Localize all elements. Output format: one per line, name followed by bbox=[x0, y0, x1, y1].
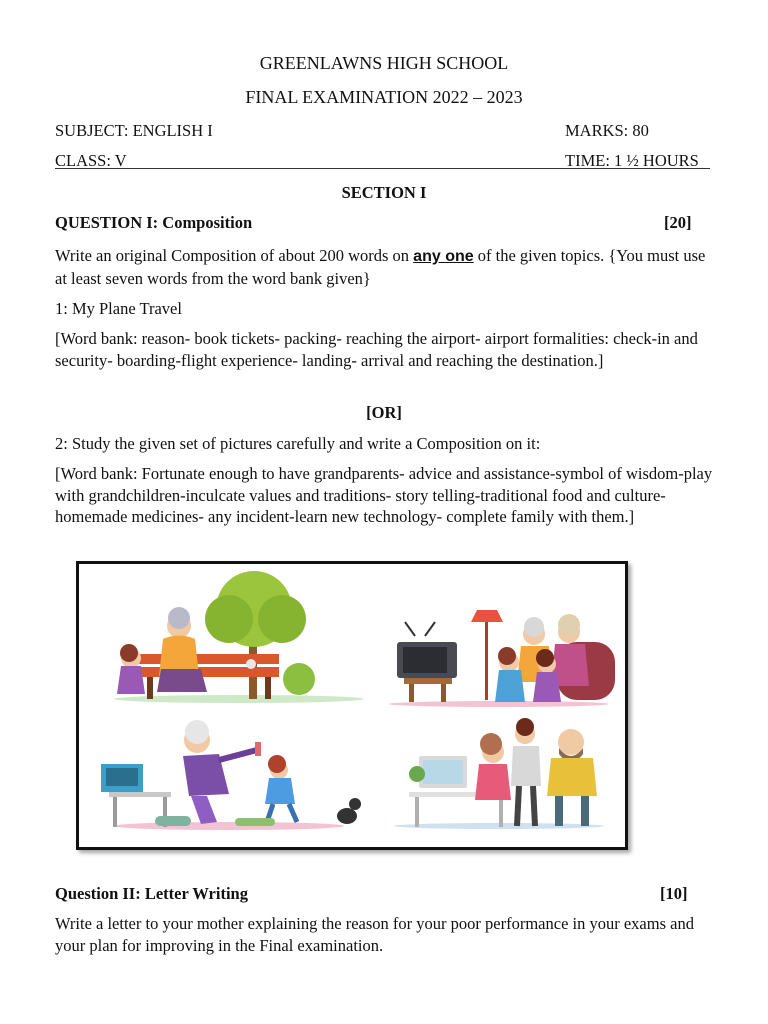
marks-label: MARKS: 80 bbox=[565, 121, 649, 140]
q1-intro-before: Write an original Composition of about 200 words on bbox=[55, 246, 414, 265]
or-separator: [OR] bbox=[366, 403, 402, 422]
time-label: TIME: 1 ½ HOURS bbox=[565, 151, 699, 170]
q2-title: Question II: Letter Writing bbox=[55, 884, 248, 903]
scene-computer bbox=[394, 718, 604, 829]
q1-intro-after: of the given topics. {You must use at least seven words from the word bank given} bbox=[55, 246, 706, 288]
header-divider bbox=[55, 168, 710, 169]
q1-instructions bbox=[55, 245, 715, 289]
exam-title: FINAL EXAMINATION 2022 – 2023 bbox=[245, 87, 523, 107]
q2-marks: [10] bbox=[660, 884, 688, 903]
q1-title: QUESTION I: Composition bbox=[55, 213, 253, 232]
composition-pictures bbox=[76, 561, 628, 850]
q1-marks: [20] bbox=[664, 213, 692, 232]
school-name: GREENLAWNS HIGH SCHOOL bbox=[259, 53, 509, 73]
q1-wordbank-2: [Word bank: Fortunate enough to have grandparents- advice and assistance-symbol of wisdom-play with grandchildren-inculcate values and traditions- story telling-traditional food and culture- homemade medicines- any incident-learn new technology- complete family with them.] bbox=[55, 464, 713, 526]
subject-label: SUBJECT: ENGLISH I bbox=[55, 121, 213, 140]
grandparents-illustration bbox=[79, 564, 625, 847]
q1-topic-2: 2: Study the given set of pictures carefully and write a Composition on it: bbox=[55, 434, 541, 453]
scene-watching-tv bbox=[389, 610, 615, 707]
scene-bench-grandmother bbox=[114, 571, 364, 703]
section-title: SECTION I bbox=[341, 183, 427, 202]
q1-topic-1: 1: My Plane Travel bbox=[55, 299, 182, 318]
scene-playing bbox=[101, 720, 361, 830]
q1-wordbank-1: [Word bank: reason- book tickets- packing- reaching the airport- airport formalities: check-in and security- boarding-flight experience- landing- arrival and reaching the destination.] bbox=[55, 329, 698, 370]
q1-intro-emphasis: any one bbox=[413, 248, 474, 265]
q2-instructions: Write a letter to your mother explaining the reason for your poor performance in your exams and your plan for improving in the Final examination. bbox=[55, 914, 694, 955]
class-label: CLASS: V bbox=[55, 151, 127, 170]
